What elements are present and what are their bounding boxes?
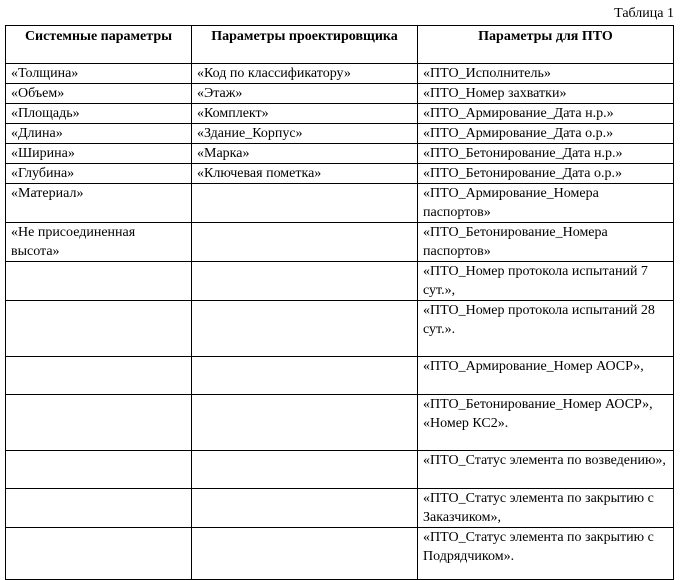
table-cell: «ПТО_Номер протокола испытаний 28 сут.».: [418, 301, 674, 357]
table-cell: [6, 528, 192, 580]
header-designer-params: Параметры проектировщика: [192, 26, 418, 64]
table-cell: «ПТО_Армирование_Дата н.р.»: [418, 104, 674, 124]
table-cell: «Ключевая пометка»: [192, 164, 418, 184]
table-cell: [192, 301, 418, 357]
table-row: [6, 489, 674, 528]
table-row: [6, 262, 674, 301]
table-cell: «Материал»: [6, 184, 192, 223]
table-row: [6, 144, 674, 164]
table-cell: «ПТО_Номер протокола испытаний 7 сут.»,: [418, 262, 674, 301]
table-cell: «ПТО_Номер захватки»: [418, 84, 674, 104]
table-cell: «ПТО_Статус элемента по возведению»,: [418, 451, 674, 489]
table-cell: «Комплект»: [192, 104, 418, 124]
table-cell: «ПТО_Бетонирование_Дата н.р.»: [418, 144, 674, 164]
table-cell: [192, 262, 418, 301]
table-row: [6, 451, 674, 489]
table-cell: «Длина»: [6, 124, 192, 144]
table-cell: «Код по классификатору»: [192, 64, 418, 84]
table-cell: «ПТО_Армирование_Дата о.р.»: [418, 124, 674, 144]
table-cell: [192, 489, 418, 528]
table-cell: «ПТО_Бетонирование_Номер АОСР», «Номер КС2».: [418, 395, 674, 451]
table-cell: [6, 395, 192, 451]
table-cell: «Ширина»: [6, 144, 192, 164]
table-cell: [6, 489, 192, 528]
table-row: [6, 84, 674, 104]
table-row: [6, 64, 674, 84]
parameters-table: [5, 25, 674, 580]
table-cell: «ПТО_Армирование_Номера паспортов»: [418, 184, 674, 223]
table-cell: [192, 395, 418, 451]
table-row: [6, 301, 674, 357]
table-cell: «ПТО_Армирование_Номер АОСР»,: [418, 357, 674, 395]
table-cell: «Глубина»: [6, 164, 192, 184]
table-cell: [6, 262, 192, 301]
header-system-params: Системные параметры: [6, 26, 192, 64]
table-row: [6, 357, 674, 395]
table-cell: «Этаж»: [192, 84, 418, 104]
table-cell: [192, 528, 418, 580]
table-cell: «Толщина»: [6, 64, 192, 84]
table-row: [6, 104, 674, 124]
table-cell: «Площадь»: [6, 104, 192, 124]
table-cell: «ПТО_Бетонирование_Номера паспортов»: [418, 223, 674, 262]
table-cell: [6, 357, 192, 395]
table-cell: «ПТО_Статус элемента по закрытию с Заказчиком»,: [418, 489, 674, 528]
table-cell: «Объем»: [6, 84, 192, 104]
table-row: [6, 223, 674, 262]
table-row: [6, 164, 674, 184]
table-row: [6, 124, 674, 144]
table-cell: [6, 451, 192, 489]
table-cell: [192, 357, 418, 395]
table-cell: «Марка»: [192, 144, 418, 164]
table-row: [6, 528, 674, 580]
table-cell: «ПТО_Исполнитель»: [418, 64, 674, 84]
table-cell: «ПТО_Бетонирование_Дата о.р.»: [418, 164, 674, 184]
header-pto-params: Параметры для ПТО: [418, 26, 674, 64]
table-row: [6, 184, 674, 223]
table-cell: [192, 223, 418, 262]
table-cell: «ПТО_Статус элемента по закрытию с Подрядчиком».: [418, 528, 674, 580]
header-row: [6, 26, 674, 64]
table-cell: «Здание_Корпус»: [192, 124, 418, 144]
table-cell: [6, 301, 192, 357]
table-cell: [192, 184, 418, 223]
table-caption: Таблица 1: [614, 6, 674, 21]
table-cell: [192, 451, 418, 489]
table-cell: «Не присоединенная высота»: [6, 223, 192, 262]
table-row: [6, 395, 674, 451]
